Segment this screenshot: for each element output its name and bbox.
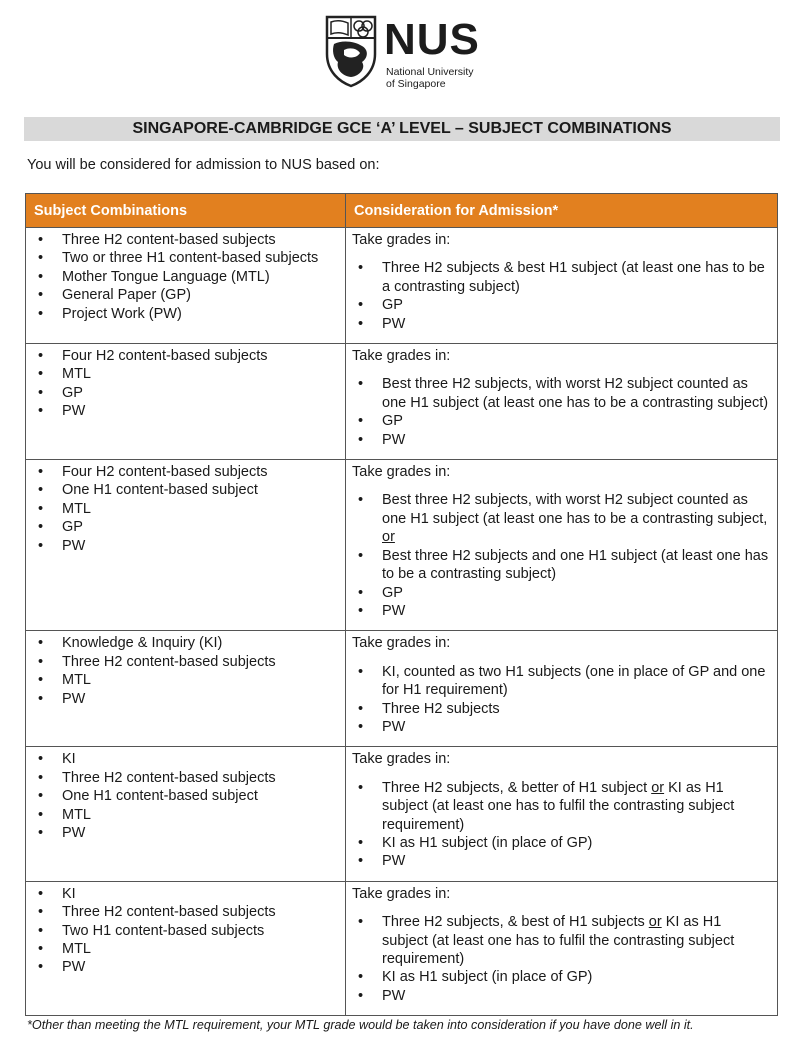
list-item: • PW (32, 958, 339, 976)
list-item: • Two H1 content-based subjects (32, 922, 339, 940)
list-item: • PW (352, 718, 771, 736)
list-item: • Project Work (PW) (32, 305, 339, 323)
list-item (352, 491, 771, 546)
logo-subtitle (386, 66, 474, 90)
list-item: • One H1 content-based subject (32, 481, 339, 499)
take-grades-label: Take grades in: (352, 464, 451, 481)
list-item: • PW (32, 402, 339, 420)
page-title: SINGAPORE-CAMBRIDGE GCE ‘A’ LEVEL – SUBJECT COMBINATIONS (24, 117, 780, 141)
subjects-cell (26, 344, 346, 460)
consideration-cell (346, 747, 778, 881)
grade-text: Three H2 subjects, & best of H1 subjects (382, 914, 649, 931)
list-item: • Two or three H1 content-based subjects (32, 249, 339, 267)
list-item: • PW (32, 690, 339, 708)
consideration-cell (346, 881, 778, 1015)
take-grades-label: Take grades in: (352, 751, 451, 768)
list-item: • PW (32, 537, 339, 555)
grade-text: KI as H1 subject (at least one has to fulfil the contrasting subject requirement) (382, 914, 735, 967)
list-item: • GP (352, 412, 771, 430)
logo-line-2: of Singapore (386, 78, 446, 90)
subjects-cell (26, 881, 346, 1015)
intro-text: You will be considered for admission to NUS based on: (27, 157, 380, 173)
consideration-cell (346, 631, 778, 747)
grade-text: Best three H2 subjects, with worst H2 subject counted as one H1 subject (at least one has to be a contrasting subject, (382, 492, 768, 527)
subjects-cell (26, 460, 346, 631)
list-item: • MTL (32, 806, 339, 824)
list-item: • GP (32, 384, 339, 402)
list-item: • Three H2 subjects & best H1 subject (at least one has to be a contrasting subject) (352, 259, 771, 296)
list-item (352, 779, 771, 834)
list-item: • Three H2 subjects (352, 700, 771, 718)
take-grades-label: Take grades in: (352, 635, 451, 652)
list-item: • PW (352, 602, 771, 620)
table-row (26, 881, 778, 1015)
logo-line-1: National University (386, 66, 474, 78)
list-item: • Three H2 content-based subjects (32, 769, 339, 787)
table-row (26, 747, 778, 881)
list-item: • MTL (32, 365, 339, 383)
list-item: • General Paper (GP) (32, 286, 339, 304)
list-item: • Best three H2 subjects and one H1 subject (at least one has to be a contrasting subject) (352, 547, 771, 584)
or-text: or (651, 779, 665, 796)
list-item: • PW (32, 824, 339, 842)
list-item: • Three H2 content-based subjects (32, 231, 339, 249)
consideration-cell (346, 228, 778, 344)
list-item: • GP (352, 584, 771, 602)
table-row (26, 631, 778, 747)
take-grades-label: Take grades in: (352, 232, 451, 248)
table-header-row (26, 194, 778, 228)
list-item: • Four H2 content-based subjects (32, 347, 339, 365)
subjects-cell (26, 747, 346, 881)
list-item: • GP (32, 518, 339, 536)
list-item: • PW (352, 987, 771, 1005)
list-item: • PW (352, 315, 771, 333)
list-item: • PW (352, 431, 771, 449)
footnote: *Other than meeting the MTL requirement, your MTL grade would be taken into consideration if you have done well in it. (27, 1018, 694, 1032)
table-row (26, 460, 778, 631)
nus-crest-icon (324, 14, 378, 88)
consideration-cell (346, 344, 778, 460)
logo-wordmark: NUS (384, 15, 480, 64)
or-text: or (382, 529, 395, 546)
list-item: • Mother Tongue Language (MTL) (32, 268, 339, 286)
list-item: • MTL (32, 671, 339, 689)
grade-text: KI as H1 subject (at least one has to fulfil the contrasting subject requirement) (382, 779, 735, 833)
consideration-cell (346, 460, 778, 631)
table-row (26, 228, 778, 344)
subject-combinations-table (25, 193, 778, 1016)
list-item: • KI, counted as two H1 subjects (one in place of GP and one for H1 requirement) (352, 663, 771, 700)
list-item: • PW (352, 852, 771, 870)
header-subject-combinations: Subject Combinations (26, 194, 346, 228)
list-item: • One H1 content-based subject (32, 787, 339, 805)
list-item: • KI (32, 885, 339, 903)
list-item: • Knowledge & Inquiry (KI) (32, 634, 339, 652)
list-item: • Three H2 content-based subjects (32, 903, 339, 921)
table-row (26, 344, 778, 460)
list-item: • KI as H1 subject (in place of GP) (352, 968, 771, 986)
list-item: • Three H2 content-based subjects (32, 653, 339, 671)
subjects-cell (26, 631, 346, 747)
take-grades-label: Take grades in: (352, 885, 451, 902)
take-grades-label: Take grades in: (352, 348, 451, 365)
header-consideration: Consideration for Admission* (346, 194, 778, 228)
list-item: • Four H2 content-based subjects (32, 463, 339, 481)
list-item: • MTL (32, 500, 339, 518)
list-item: • GP (352, 296, 771, 314)
grade-text: Three H2 subjects, & better of H1 subject (382, 779, 652, 796)
list-item: • KI as H1 subject (in place of GP) (352, 834, 771, 852)
list-item (352, 913, 771, 968)
list-item: • MTL (32, 940, 339, 958)
list-item: • Best three H2 subjects, with worst H2 subject counted as one H1 subject (at least one has to be a contrasting subject) (352, 375, 771, 412)
list-item: • KI (32, 750, 339, 768)
nus-logo (324, 14, 494, 94)
or-text: or (648, 914, 662, 931)
subjects-cell (26, 228, 346, 344)
